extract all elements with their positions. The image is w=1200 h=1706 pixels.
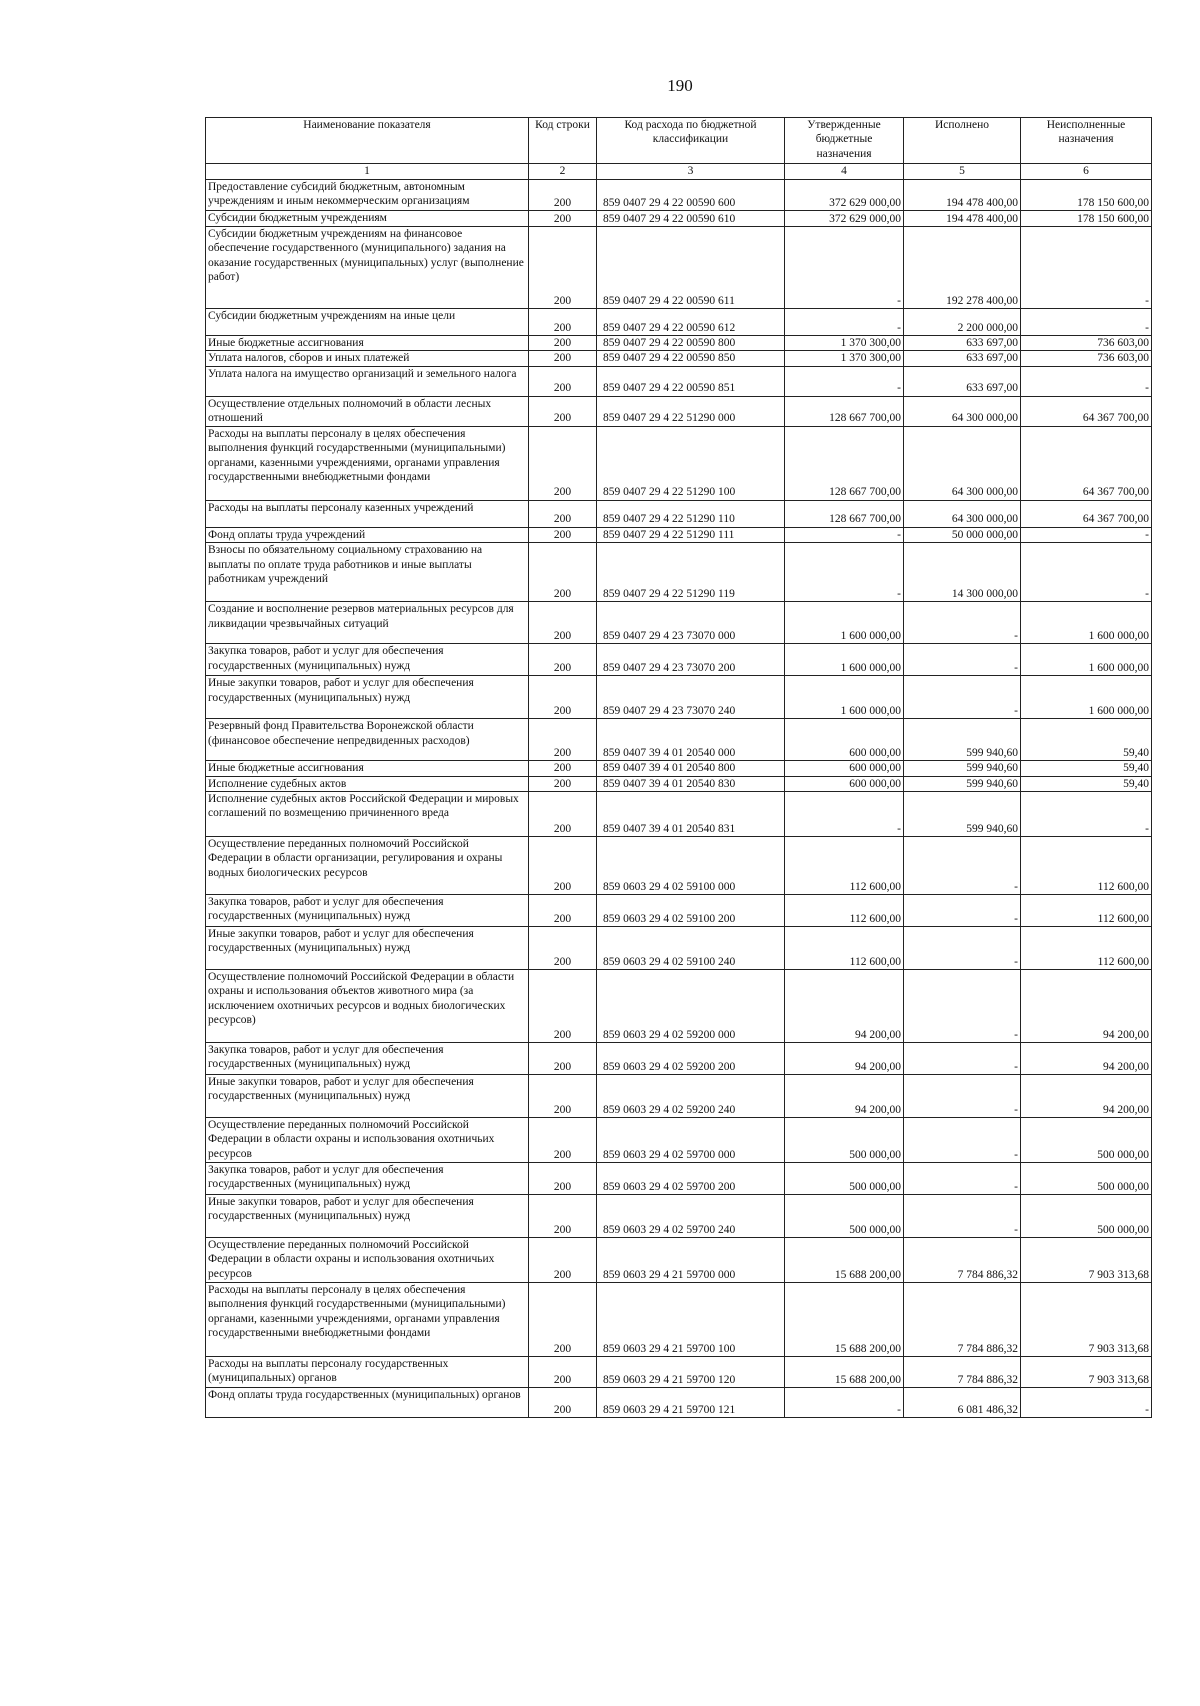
table-row [206, 396, 1152, 426]
header-approved: Утвержденные бюджетные назначения [785, 118, 904, 164]
table-row [206, 1357, 1152, 1388]
row-executed-cell: - [904, 1118, 1021, 1163]
row-name-cell: Субсидии бюджетным учреждениям [206, 211, 529, 227]
row-approved-cell: - [785, 227, 904, 309]
row-classification-code-cell: 859 0603 29 4 02 59200 240 [597, 1075, 785, 1118]
table-row [206, 719, 1152, 761]
column-number: 4 [785, 164, 904, 180]
row-code-line-cell: 200 [529, 1118, 597, 1163]
row-unexecuted-cell: 500 000,00 [1021, 1195, 1152, 1238]
row-approved-cell: 500 000,00 [785, 1195, 904, 1238]
row-code-line-cell: 200 [529, 927, 597, 970]
page-number: 190 [667, 76, 693, 95]
row-executed-cell: - [904, 1163, 1021, 1195]
row-name-cell: Закупка товаров, работ и услуг для обеспечения государственных (муниципальных) нужд [206, 644, 529, 676]
row-approved-cell: 128 667 700,00 [785, 500, 904, 527]
row-code-line-cell: 200 [529, 527, 597, 542]
budget-table-container [205, 117, 1152, 1418]
row-unexecuted-cell: 64 367 700,00 [1021, 426, 1152, 500]
table-row [206, 527, 1152, 542]
row-executed-cell: 7 784 886,32 [904, 1238, 1021, 1283]
row-classification-code-cell: 859 0407 29 4 23 73070 240 [597, 676, 785, 719]
row-code-line-cell: 200 [529, 776, 597, 791]
row-code-line-cell: 200 [529, 676, 597, 719]
row-unexecuted-cell: 7 903 313,68 [1021, 1357, 1152, 1388]
row-executed-cell: - [904, 676, 1021, 719]
row-classification-code-cell: 859 0407 39 4 01 20540 830 [597, 776, 785, 791]
table-row [206, 500, 1152, 527]
table-row [206, 776, 1152, 791]
row-executed-cell: 599 940,60 [904, 776, 1021, 791]
row-executed-cell: 7 784 886,32 [904, 1283, 1021, 1357]
row-classification-code-cell: 859 0407 29 4 22 00590 611 [597, 227, 785, 309]
row-name-cell: Иные закупки товаров, работ и услуг для обеспечения государственных (муниципальных) нужд [206, 1075, 529, 1118]
row-name-cell: Предоставление субсидий бюджетным, автономным учреждениям и иным некоммерческим организациям [206, 180, 529, 211]
row-name-cell: Осуществление отдельных полномочий в области лесных отношений [206, 396, 529, 426]
row-classification-code-cell: 859 0407 29 4 23 73070 000 [597, 602, 785, 644]
table-row [206, 970, 1152, 1043]
row-classification-code-cell: 859 0603 29 4 21 59700 000 [597, 1238, 785, 1283]
row-unexecuted-cell: 59,40 [1021, 776, 1152, 791]
table-row [206, 1118, 1152, 1163]
row-unexecuted-cell: 1 600 000,00 [1021, 644, 1152, 676]
header-code-class: Код расхода по бюджетной классификации [597, 118, 785, 164]
row-unexecuted-cell: 178 150 600,00 [1021, 180, 1152, 211]
column-number: 5 [904, 164, 1021, 180]
row-name-cell: Иные бюджетные ассигнования [206, 336, 529, 351]
row-approved-cell: 112 600,00 [785, 837, 904, 895]
header-executed: Исполнено [904, 118, 1021, 164]
row-classification-code-cell: 859 0407 29 4 22 00590 600 [597, 180, 785, 211]
table-row [206, 792, 1152, 837]
header-unexecuted: Неисполненные назначения [1021, 118, 1152, 164]
row-unexecuted-cell: 7 903 313,68 [1021, 1283, 1152, 1357]
row-code-line-cell: 200 [529, 719, 597, 761]
table-row [206, 227, 1152, 309]
row-classification-code-cell: 859 0407 39 4 01 20540 831 [597, 792, 785, 837]
row-unexecuted-cell: 112 600,00 [1021, 837, 1152, 895]
row-code-line-cell: 200 [529, 309, 597, 336]
row-approved-cell: 372 629 000,00 [785, 211, 904, 227]
row-name-cell: Закупка товаров, работ и услуг для обеспечения государственных (муниципальных) нужд [206, 1043, 529, 1075]
table-row [206, 309, 1152, 336]
row-executed-cell: - [904, 927, 1021, 970]
header-code-line: Код строки [529, 118, 597, 164]
row-executed-cell: 599 940,60 [904, 719, 1021, 761]
row-code-line-cell: 200 [529, 895, 597, 927]
row-classification-code-cell: 859 0603 29 4 02 59100 240 [597, 927, 785, 970]
row-unexecuted-cell: - [1021, 1388, 1152, 1418]
row-name-cell: Расходы на выплаты персоналу в целях обеспечения выполнения функций государственными (муниципальными) органами, казенными учреждениями, органами управления государственными внебюджетными фондами [206, 1283, 529, 1357]
row-classification-code-cell: 859 0407 29 4 22 00590 851 [597, 366, 785, 396]
row-approved-cell: 1 370 300,00 [785, 351, 904, 366]
row-approved-cell: 15 688 200,00 [785, 1357, 904, 1388]
row-classification-code-cell: 859 0603 29 4 02 59700 200 [597, 1163, 785, 1195]
row-name-cell: Осуществление переданных полномочий Российской Федерации в области организации, регулирования и охраны водных биологических ресурсов [206, 837, 529, 895]
table-row [206, 211, 1152, 227]
row-classification-code-cell: 859 0407 29 4 22 51290 111 [597, 527, 785, 542]
row-unexecuted-cell: 94 200,00 [1021, 970, 1152, 1043]
table-row [206, 1283, 1152, 1357]
table-row [206, 761, 1152, 776]
row-name-cell: Осуществление переданных полномочий Российской Федерации в области охраны и использования охотничьих ресурсов [206, 1118, 529, 1163]
row-approved-cell: 500 000,00 [785, 1118, 904, 1163]
row-name-cell: Иные закупки товаров, работ и услуг для обеспечения государственных (муниципальных) нужд [206, 676, 529, 719]
row-executed-cell: - [904, 1043, 1021, 1075]
row-unexecuted-cell: 500 000,00 [1021, 1163, 1152, 1195]
row-name-cell: Взносы по обязательному социальному страхованию на выплаты по оплате труда работников и иные выплаты работникам учреждений [206, 543, 529, 602]
row-unexecuted-cell: 7 903 313,68 [1021, 1238, 1152, 1283]
table-row [206, 336, 1152, 351]
row-code-line-cell: 200 [529, 837, 597, 895]
row-classification-code-cell: 859 0603 29 4 02 59700 000 [597, 1118, 785, 1163]
row-code-line-cell: 200 [529, 761, 597, 776]
row-classification-code-cell: 859 0603 29 4 21 59700 121 [597, 1388, 785, 1418]
row-name-cell: Создание и восполнение резервов материальных ресурсов для ликвидации чрезвычайных ситуаций [206, 602, 529, 644]
row-classification-code-cell: 859 0407 29 4 22 00590 800 [597, 336, 785, 351]
row-code-line-cell: 200 [529, 180, 597, 211]
row-approved-cell: 600 000,00 [785, 761, 904, 776]
row-unexecuted-cell: - [1021, 309, 1152, 336]
table-row [206, 1388, 1152, 1418]
row-approved-cell: 600 000,00 [785, 719, 904, 761]
row-code-line-cell: 200 [529, 970, 597, 1043]
row-executed-cell: 194 478 400,00 [904, 211, 1021, 227]
row-executed-cell: 7 784 886,32 [904, 1357, 1021, 1388]
row-unexecuted-cell: 94 200,00 [1021, 1043, 1152, 1075]
row-name-cell: Иные закупки товаров, работ и услуг для обеспечения государственных (муниципальных) нужд [206, 1195, 529, 1238]
row-approved-cell: 1 600 000,00 [785, 644, 904, 676]
row-classification-code-cell: 859 0407 29 4 22 00590 850 [597, 351, 785, 366]
row-code-line-cell: 200 [529, 351, 597, 366]
row-classification-code-cell: 859 0603 29 4 21 59700 100 [597, 1283, 785, 1357]
column-number: 1 [206, 164, 529, 180]
header-name: Наименование показателя [206, 118, 529, 164]
row-executed-cell: 192 278 400,00 [904, 227, 1021, 309]
table-row [206, 366, 1152, 396]
row-classification-code-cell: 859 0603 29 4 02 59200 000 [597, 970, 785, 1043]
row-code-line-cell: 200 [529, 1388, 597, 1418]
header-row [206, 118, 1152, 164]
row-classification-code-cell: 859 0603 29 4 02 59100 200 [597, 895, 785, 927]
row-executed-cell: 6 081 486,32 [904, 1388, 1021, 1418]
table-row [206, 602, 1152, 644]
row-code-line-cell: 200 [529, 1238, 597, 1283]
row-approved-cell: - [785, 792, 904, 837]
row-name-cell: Уплата налогов, сборов и иных платежей [206, 351, 529, 366]
row-name-cell: Закупка товаров, работ и услуг для обеспечения государственных (муниципальных) нужд [206, 1163, 529, 1195]
row-approved-cell: 1 370 300,00 [785, 336, 904, 351]
row-executed-cell: 50 000 000,00 [904, 527, 1021, 542]
row-code-line-cell: 200 [529, 1163, 597, 1195]
row-approved-cell: 500 000,00 [785, 1163, 904, 1195]
budget-table [205, 117, 1152, 1418]
row-approved-cell: 94 200,00 [785, 1075, 904, 1118]
row-classification-code-cell: 859 0407 29 4 22 00590 610 [597, 211, 785, 227]
table-row [206, 1163, 1152, 1195]
table-row [206, 837, 1152, 895]
row-classification-code-cell: 859 0603 29 4 02 59200 200 [597, 1043, 785, 1075]
row-unexecuted-cell: 94 200,00 [1021, 1075, 1152, 1118]
row-unexecuted-cell: 1 600 000,00 [1021, 602, 1152, 644]
row-name-cell: Расходы на выплаты персоналу государственных (муниципальных) органов [206, 1357, 529, 1388]
row-unexecuted-cell: 64 367 700,00 [1021, 500, 1152, 527]
row-unexecuted-cell: - [1021, 543, 1152, 602]
row-classification-code-cell: 859 0603 29 4 02 59100 000 [597, 837, 785, 895]
row-classification-code-cell: 859 0407 39 4 01 20540 000 [597, 719, 785, 761]
row-executed-cell: 14 300 000,00 [904, 543, 1021, 602]
row-classification-code-cell: 859 0407 39 4 01 20540 800 [597, 761, 785, 776]
row-classification-code-cell: 859 0407 29 4 22 51290 110 [597, 500, 785, 527]
table-row [206, 351, 1152, 366]
table-row [206, 426, 1152, 500]
row-classification-code-cell: 859 0407 29 4 22 51290 119 [597, 543, 785, 602]
row-code-line-cell: 200 [529, 366, 597, 396]
row-approved-cell: 600 000,00 [785, 776, 904, 791]
row-name-cell: Уплата налога на имущество организаций и земельного налога [206, 366, 529, 396]
row-name-cell: Резервный фонд Правительства Воронежской области (финансовое обеспечение непредвиденных расходов) [206, 719, 529, 761]
row-classification-code-cell: 859 0603 29 4 21 59700 120 [597, 1357, 785, 1388]
row-classification-code-cell: 859 0603 29 4 02 59700 240 [597, 1195, 785, 1238]
row-approved-cell: - [785, 527, 904, 542]
row-executed-cell: 64 300 000,00 [904, 396, 1021, 426]
row-code-line-cell: 200 [529, 1283, 597, 1357]
row-executed-cell: 633 697,00 [904, 351, 1021, 366]
row-unexecuted-cell: 736 603,00 [1021, 336, 1152, 351]
row-unexecuted-cell: 112 600,00 [1021, 895, 1152, 927]
row-approved-cell: 372 629 000,00 [785, 180, 904, 211]
row-unexecuted-cell: 59,40 [1021, 761, 1152, 776]
row-name-cell: Осуществление полномочий Российской Федерации в области охраны и использования объектов животного мира (за исключением охотничьих ресурсов и водных биологических ресурсов) [206, 970, 529, 1043]
row-executed-cell: 599 940,60 [904, 792, 1021, 837]
row-code-line-cell: 200 [529, 227, 597, 309]
row-code-line-cell: 200 [529, 1043, 597, 1075]
row-approved-cell: - [785, 366, 904, 396]
row-code-line-cell: 200 [529, 500, 597, 527]
row-classification-code-cell: 859 0407 29 4 23 73070 200 [597, 644, 785, 676]
row-code-line-cell: 200 [529, 426, 597, 500]
table-row [206, 543, 1152, 602]
column-number: 6 [1021, 164, 1152, 180]
row-name-cell: Фонд оплаты труда государственных (муниципальных) органов [206, 1388, 529, 1418]
row-executed-cell: 2 200 000,00 [904, 309, 1021, 336]
row-unexecuted-cell: 1 600 000,00 [1021, 676, 1152, 719]
row-executed-cell: 64 300 000,00 [904, 426, 1021, 500]
row-executed-cell: 633 697,00 [904, 336, 1021, 351]
table-row [206, 1195, 1152, 1238]
table-row [206, 1075, 1152, 1118]
row-name-cell: Расходы на выплаты персоналу в целях обеспечения выполнения функций государственными (муниципальными) органами, казенными учреждениями, органами управления государственными внебюджетными фондами [206, 426, 529, 500]
table-row [206, 676, 1152, 719]
row-code-line-cell: 200 [529, 1075, 597, 1118]
row-executed-cell: 64 300 000,00 [904, 500, 1021, 527]
column-numbers-row [206, 164, 1152, 180]
row-approved-cell: 112 600,00 [785, 927, 904, 970]
row-approved-cell: 1 600 000,00 [785, 676, 904, 719]
row-name-cell: Расходы на выплаты персоналу казенных учреждений [206, 500, 529, 527]
row-name-cell: Закупка товаров, работ и услуг для обеспечения государственных (муниципальных) нужд [206, 895, 529, 927]
row-unexecuted-cell: - [1021, 792, 1152, 837]
row-approved-cell: 94 200,00 [785, 1043, 904, 1075]
row-code-line-cell: 200 [529, 1195, 597, 1238]
row-executed-cell: 194 478 400,00 [904, 180, 1021, 211]
column-number: 3 [597, 164, 785, 180]
row-approved-cell: - [785, 309, 904, 336]
row-unexecuted-cell: 64 367 700,00 [1021, 396, 1152, 426]
row-executed-cell: - [904, 602, 1021, 644]
row-unexecuted-cell: 500 000,00 [1021, 1118, 1152, 1163]
row-executed-cell: - [904, 644, 1021, 676]
table-row [206, 1043, 1152, 1075]
row-name-cell: Осуществление переданных полномочий Российской Федерации в области охраны и использования охотничьих ресурсов [206, 1238, 529, 1283]
row-name-cell: Исполнение судебных актов Российской Федерации и мировых соглашений по возмещению причиненного вреда [206, 792, 529, 837]
row-name-cell: Иные бюджетные ассигнования [206, 761, 529, 776]
row-code-line-cell: 200 [529, 644, 597, 676]
row-name-cell: Фонд оплаты труда учреждений [206, 527, 529, 542]
row-unexecuted-cell: 59,40 [1021, 719, 1152, 761]
row-name-cell: Исполнение судебных актов [206, 776, 529, 791]
row-code-line-cell: 200 [529, 792, 597, 837]
row-executed-cell: 599 940,60 [904, 761, 1021, 776]
table-row [206, 895, 1152, 927]
row-name-cell: Иные закупки товаров, работ и услуг для обеспечения государственных (муниципальных) нужд [206, 927, 529, 970]
row-approved-cell: 128 667 700,00 [785, 426, 904, 500]
row-executed-cell: - [904, 837, 1021, 895]
row-name-cell: Субсидии бюджетным учреждениям на финансовое обеспечение государственного (муниципального) задания на оказание государственных (муниципальных) услуг (выполнение работ) [206, 227, 529, 309]
row-approved-cell: - [785, 543, 904, 602]
row-code-line-cell: 200 [529, 602, 597, 644]
row-classification-code-cell: 859 0407 29 4 22 00590 612 [597, 309, 785, 336]
column-number: 2 [529, 164, 597, 180]
row-classification-code-cell: 859 0407 29 4 22 51290 100 [597, 426, 785, 500]
row-unexecuted-cell: - [1021, 527, 1152, 542]
row-approved-cell: 15 688 200,00 [785, 1238, 904, 1283]
table-row [206, 644, 1152, 676]
row-approved-cell: 112 600,00 [785, 895, 904, 927]
row-unexecuted-cell: 736 603,00 [1021, 351, 1152, 366]
row-executed-cell: 633 697,00 [904, 366, 1021, 396]
row-code-line-cell: 200 [529, 336, 597, 351]
row-approved-cell: 94 200,00 [785, 970, 904, 1043]
row-code-line-cell: 200 [529, 1357, 597, 1388]
row-unexecuted-cell: 112 600,00 [1021, 927, 1152, 970]
row-approved-cell: 15 688 200,00 [785, 1283, 904, 1357]
row-executed-cell: - [904, 895, 1021, 927]
row-approved-cell: 1 600 000,00 [785, 602, 904, 644]
row-unexecuted-cell: - [1021, 366, 1152, 396]
row-executed-cell: - [904, 1075, 1021, 1118]
table-row [206, 1238, 1152, 1283]
row-code-line-cell: 200 [529, 396, 597, 426]
table-row [206, 180, 1152, 211]
row-executed-cell: - [904, 1195, 1021, 1238]
row-name-cell: Субсидии бюджетным учреждениям на иные цели [206, 309, 529, 336]
row-code-line-cell: 200 [529, 211, 597, 227]
row-approved-cell: - [785, 1388, 904, 1418]
row-classification-code-cell: 859 0407 29 4 22 51290 000 [597, 396, 785, 426]
row-unexecuted-cell: - [1021, 227, 1152, 309]
row-approved-cell: 128 667 700,00 [785, 396, 904, 426]
table-row [206, 927, 1152, 970]
row-code-line-cell: 200 [529, 543, 597, 602]
row-unexecuted-cell: 178 150 600,00 [1021, 211, 1152, 227]
row-executed-cell: - [904, 970, 1021, 1043]
